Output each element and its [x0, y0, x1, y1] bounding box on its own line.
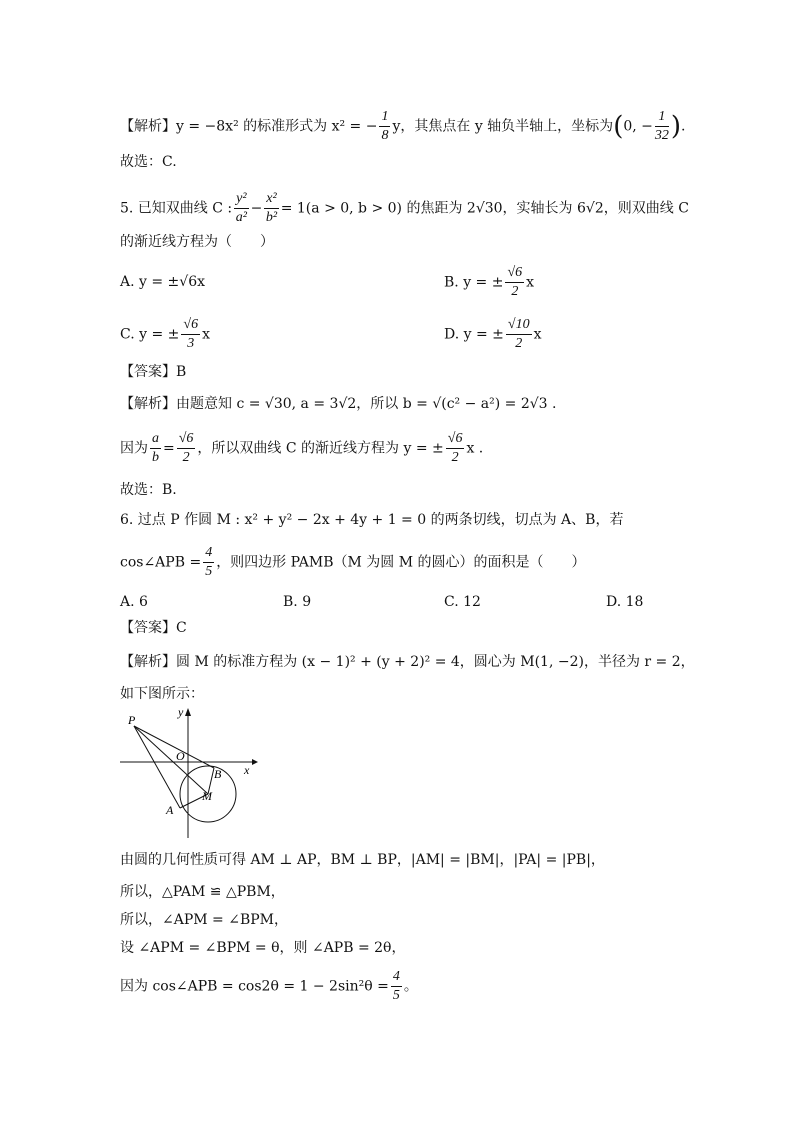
num: √6 — [181, 316, 200, 335]
text: x — [526, 274, 535, 291]
option-a: A. y = ±√6x — [120, 274, 206, 290]
text: ，则四边形 PAMB（M 为圆 M 的圆心）的面积是（ ） — [216, 554, 586, 571]
den: 8 — [381, 128, 389, 143]
den: b² — [265, 210, 278, 225]
fraction — [181, 316, 200, 353]
segment-pm — [134, 726, 208, 794]
choice-line: 故选：C. — [120, 154, 177, 170]
text: y，其焦点在 y 轴负半轴上，坐标为 — [392, 118, 614, 135]
option-d — [444, 316, 542, 353]
question-5-cont: 的渐近线方程为（ ） — [120, 234, 274, 250]
text: 。 — [403, 978, 418, 995]
fraction — [506, 316, 532, 353]
den: 2 — [182, 450, 190, 465]
analysis-6-line-2: 如下图所示： — [120, 686, 204, 702]
fraction — [505, 264, 524, 301]
answer-5: 【答案】B — [120, 364, 187, 380]
paren: ) — [670, 111, 682, 142]
num: 1 — [379, 108, 390, 127]
text: D. y = ± — [444, 326, 504, 343]
text: 【解析】y = −8x² 的标准形式为 x² = − — [120, 118, 378, 135]
analysis-5-line-1: 【解析】由题意知 c = √30, a = 3√2，所以 b = √(c² − a²) = 2√3 . — [120, 396, 557, 412]
den: 5 — [205, 564, 213, 579]
num: x² — [264, 190, 278, 209]
label-x: x — [244, 763, 250, 777]
num: √6 — [177, 430, 196, 449]
option-6a: A. 6 — [120, 594, 148, 610]
option-6d: D. 18 — [606, 594, 644, 610]
question-5 — [120, 190, 689, 227]
fraction — [234, 190, 248, 227]
fraction — [150, 430, 161, 467]
num: y² — [234, 190, 248, 209]
option-c — [120, 316, 210, 353]
answer-6: 【答案】C — [120, 620, 187, 636]
question-6: 6. 过点 P 作圆 M : x² + y² − 2x + 4y + 1 = 0 的两条切线，切点为 A、B，若 — [120, 512, 624, 528]
label-b: B — [214, 767, 222, 781]
label-y: y — [178, 705, 184, 719]
analysis-line-1 — [120, 108, 686, 145]
label-m: M — [202, 789, 212, 803]
num: a — [150, 430, 161, 449]
label-p: P — [128, 713, 136, 727]
y-axis-arrow-icon — [185, 708, 191, 716]
fraction — [177, 430, 196, 467]
text: ，所以双曲线 C 的渐近线方程为 y = ± — [197, 440, 444, 457]
solution-step-2: 所以，△PAM ≌ △PBM， — [120, 884, 285, 900]
num: 4 — [203, 544, 214, 563]
num: √6 — [446, 430, 465, 449]
den: 2 — [515, 336, 523, 351]
num: 1 — [655, 108, 669, 127]
text: C. y = ± — [120, 326, 180, 343]
den: b — [152, 450, 159, 465]
num: √10 — [506, 316, 532, 335]
fraction — [446, 430, 465, 467]
den: a² — [235, 210, 247, 225]
text: − — [250, 200, 263, 217]
den: 3 — [187, 336, 195, 351]
fraction — [655, 108, 669, 145]
option-b — [444, 264, 534, 301]
option-6b: B. 9 — [283, 594, 312, 610]
label-a: A — [166, 803, 174, 817]
x-axis-arrow-icon — [252, 759, 258, 765]
text: 5. 已知双曲线 C : — [120, 200, 233, 217]
solution-step-4: 设 ∠APM = ∠BPM = θ，则 ∠APB = 2θ， — [120, 940, 406, 956]
text: x — [533, 326, 542, 343]
num: 4 — [391, 968, 402, 987]
solution-step-1: 由圆的几何性质可得 AM ⊥ AP，BM ⊥ BP，|AM| = |BM|，|PA| = |PB|， — [120, 852, 605, 868]
den: 2 — [511, 284, 519, 299]
text: . — [681, 118, 686, 135]
den: 5 — [392, 988, 400, 1003]
text: cos∠APB = — [120, 554, 202, 571]
fraction — [203, 544, 214, 581]
text: 因为 — [120, 440, 148, 457]
fraction — [391, 968, 402, 1005]
label-o: O — [176, 749, 185, 763]
den: 2 — [451, 450, 459, 465]
text: x . — [466, 440, 484, 457]
text: 0, − — [623, 118, 653, 135]
fraction — [379, 108, 390, 145]
geometry-figure — [118, 704, 258, 844]
choice-5: 故选：B. — [120, 482, 177, 498]
question-6-cont — [120, 544, 586, 581]
solution-step-3: 所以，∠APM = ∠BPM， — [120, 912, 288, 928]
text: 因为 cos∠APB = cos2θ = 1 − 2sin²θ = — [120, 978, 389, 995]
solution-step-5 — [120, 968, 418, 1005]
text: x — [202, 326, 210, 343]
fraction — [264, 190, 278, 227]
option-6c: C. 12 — [444, 594, 481, 610]
text: B. y = ± — [444, 274, 504, 291]
analysis-5-line-2 — [120, 430, 483, 467]
analysis-6-line-1: 【解析】圆 M 的标准方程为 (x − 1)² + (y + 2)² = 4，圆心为 M(1, −2)，半径为 r = 2， — [120, 654, 695, 670]
text: = — [163, 440, 175, 457]
num: √6 — [505, 264, 524, 283]
den: 32 — [654, 128, 669, 143]
text: = 1(a > 0, b > 0) 的焦距为 2√30，实轴长为 6√2，则双曲线 C — [280, 200, 689, 217]
paren: ( — [613, 111, 624, 142]
